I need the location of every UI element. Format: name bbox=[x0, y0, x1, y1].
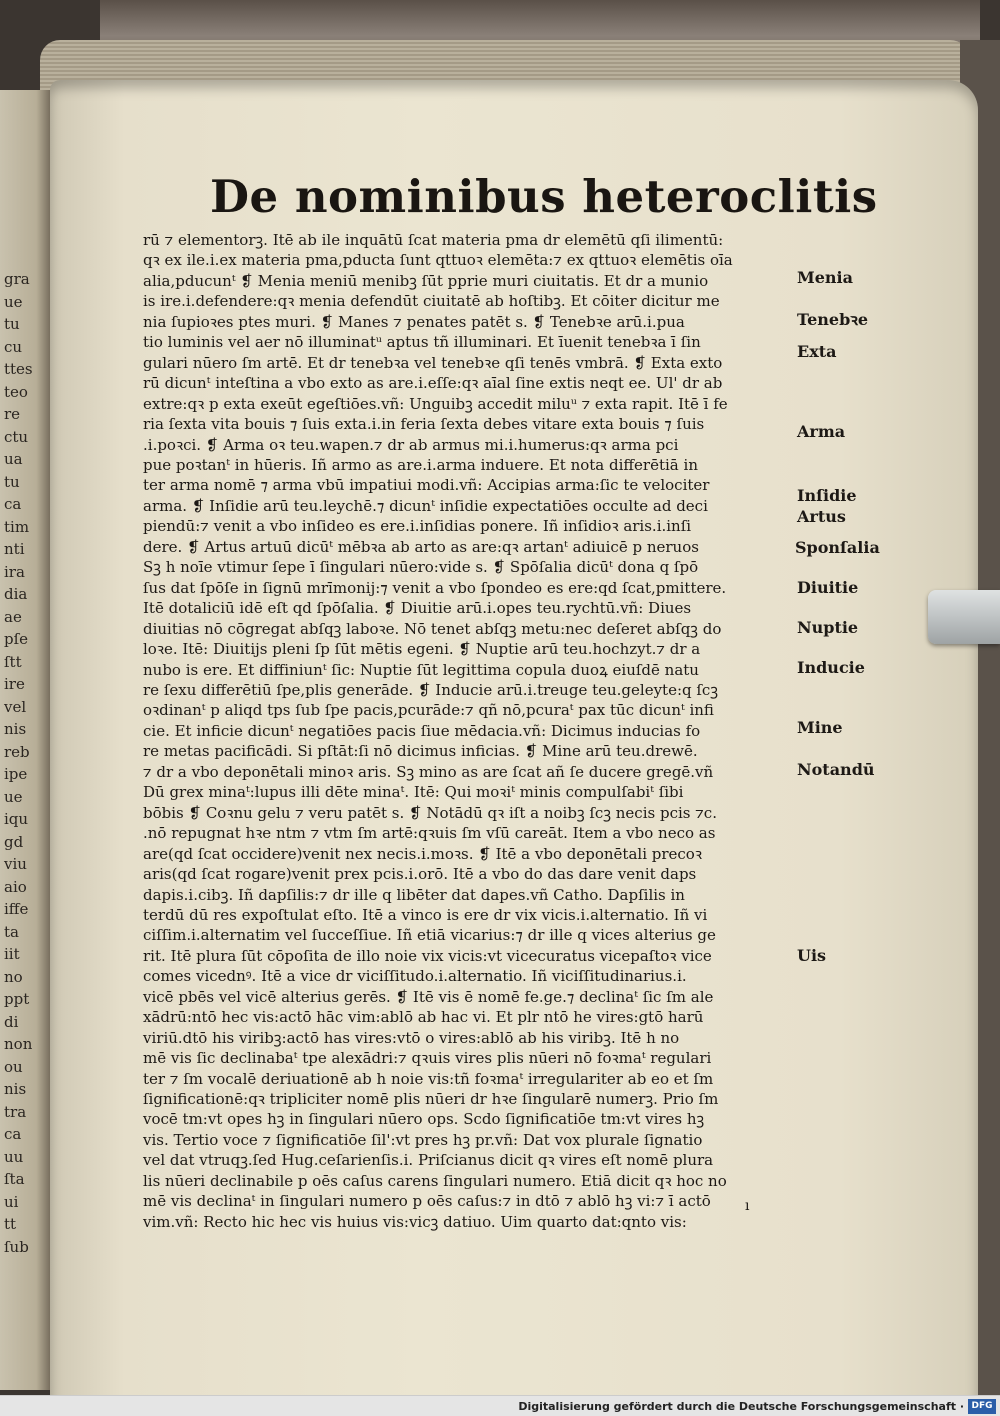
text-line: dere. ❡ Artus artuū dicūᵗ mēbꝛa ab arto as are:qꝛ artanᵗ adiuicē p neruos bbox=[143, 537, 699, 556]
text-line: vicē pbēs vel vicē alterius gerēs. ❡ Itē vis ē nomē fe.ge.⁊ declinaᵗ ſic ſm ale bbox=[143, 987, 714, 1006]
left-page-text: iqu bbox=[4, 810, 29, 828]
left-page-text: uu bbox=[4, 1147, 24, 1166]
text-line: loꝛe. Itē: Diuitijs pleni ſp ſūt mētis egeni. ❡ Nuptie arū teu.hochzyt.⁊ dr a bbox=[143, 640, 701, 659]
text-line: Sꝫ h noīe vtimur ſepe ī ſingulari nūero:vide s. ❡ Spōſalia dicūᵗ dona q ſpō bbox=[143, 558, 699, 577]
marginal-note: Inſidie bbox=[797, 486, 857, 505]
left-page-text: ou bbox=[4, 1057, 23, 1076]
marginal-note: Inducie bbox=[797, 658, 865, 677]
text-line: extre:qꝛ p exta exeūt egeſtiōes.vñ: Unguibꝫ accedit miluᵘ ⁊ exta rapit. Itē ī fe bbox=[143, 394, 728, 413]
text-line: mē vis declinaᵗ in ſingulari numero p oēs caſus:⁊ in dtō ⁊ ablō hꝫ vi:⁊ ī actō bbox=[143, 1192, 711, 1211]
text-line: re ſexu differētiū ſpe,plis generāde. ❡ Inducie arū.i.treuge teu.geleyte:q ſcꝫ bbox=[143, 680, 718, 699]
marginal-note: Sponſalia bbox=[795, 538, 880, 557]
left-page-text: ue bbox=[4, 787, 23, 806]
left-page-text: dia bbox=[4, 585, 28, 603]
left-page-text: iit bbox=[4, 945, 20, 963]
text-line: viriū.dtō his viribꝫ:actō has vires:vtō o vires:ablō ab his viribꝫ. Itē h no bbox=[143, 1028, 680, 1047]
left-page-text: nti bbox=[4, 540, 25, 558]
left-page-text: ua bbox=[4, 450, 23, 468]
text-line: .nō repugnat hꝛe ntm ⁊ vtm ſm artē:qꝛuis ſm vſū careāt. Item a vbo neco as bbox=[143, 824, 716, 843]
text-line: tio luminis vel aer nō illuminatᵘ aptus tñ illuminari. Et īuenit tenebꝛa ī ſin bbox=[143, 333, 701, 352]
text-line: ter arma nomē ⁊ arma vbū impatiui modi.vñ: Accipias arma:ſic te velociter bbox=[143, 476, 710, 495]
left-page-text: gra bbox=[4, 270, 30, 288]
marginal-note: Menia bbox=[797, 268, 853, 287]
marginal-note: Diuitie bbox=[797, 578, 859, 597]
left-page-text: ae bbox=[4, 607, 22, 626]
text-line: ria ſexta vita bouis ⁊ ſuis exta.i.in feria ſexta debes vitare exta bouis ⁊ ſuis bbox=[143, 415, 705, 434]
text-line: diuitias nō cōgregat abſqꝫ laboꝛe. Nō tenet abſqꝫ metu:nec deſeret abſqꝫ do bbox=[143, 619, 722, 638]
text-line: ⁊ dr a vbo deponētali minoꝛ aris. Sꝫ mino as are ſcat añ ſe ducere gregē.vñ bbox=[143, 762, 714, 781]
left-page-text: di bbox=[4, 1012, 19, 1031]
text-line: comes vicednꝰ. Itē a vice dr viciſſitudo.i.alternatio. Iñ viciſſitudinarius.i. bbox=[143, 967, 687, 986]
left-page-text: gd bbox=[4, 832, 24, 851]
left-page-text: tt bbox=[4, 1215, 17, 1233]
left-page-text: aio bbox=[4, 877, 27, 896]
left-page-text: ſub bbox=[4, 1237, 29, 1256]
left-page-text: ca bbox=[4, 1125, 22, 1143]
text-line: piendū:⁊ venit a vbo inſideo es ere.i.inſidias ponere. Iñ inſidioꝛ aris.i.inſi bbox=[143, 517, 692, 536]
text-line: rū ⁊ elementorꝫ. Itē ab ile inquātū ſcat materia pma dr elemētū qſi ilimentū: bbox=[143, 231, 724, 249]
marginal-note: Nuptie bbox=[797, 618, 859, 637]
left-page-fragment bbox=[0, 90, 52, 1390]
footer-bar bbox=[0, 1395, 1000, 1416]
text-line: gulari nūero ſm artē. Et dr tenebꝛa vel tenebꝛe qſi tenēs vmbrā. ❡ Exta exto bbox=[143, 353, 723, 372]
left-page-text: tim bbox=[4, 517, 30, 536]
left-page-text: nis bbox=[4, 720, 27, 738]
marginal-note: Tenebꝛe bbox=[797, 310, 869, 329]
text-line: ſus dat ſpōſe in ſignū mrīmonij:⁊ venit a vbo ſpondeo es ere:qd ſcat,pmittere. bbox=[143, 578, 727, 597]
text-line: vis. Tertio voce ⁊ ſignificatiōe ſil':vt pres hꝫ pr.vñ: Dat vox plurale ſignatio bbox=[143, 1130, 703, 1149]
text-line: nubo is ere. Et diffiniunᵗ ſic: Nuptie ſūt legittima copula duoꝝ eiuſdē natu bbox=[143, 660, 699, 679]
text-line: rit. Itē plura ſūt cōpoſita de illo noie vix vicis:vt vicecuratus vicepaſtoꝛ vice bbox=[143, 946, 712, 965]
text-line: ter ⁊ ſm vocalē deriuationē ab h noie vis:tñ foꝛmaᵗ irregulariter ab eo et ſm bbox=[143, 1069, 714, 1088]
text-line: arma. ❡ Inſidie arū teu.leychē.⁊ dicunᵗ inſidie expectatiōes occulte ad deci bbox=[143, 496, 708, 515]
left-page-text: tu bbox=[4, 472, 20, 491]
text-line: alia,pducunᵗ ❡ Menia meniū menibꝫ ſūt pprie muri ciuitatis. Et dr a munio bbox=[143, 271, 709, 290]
left-page-text: vel bbox=[4, 697, 27, 716]
marginal-note: Notandū bbox=[797, 760, 875, 779]
marginal-note: Mine bbox=[797, 718, 843, 737]
left-page-text: ire bbox=[4, 675, 25, 693]
left-page-text: tra bbox=[4, 1102, 27, 1121]
left-page-text: re bbox=[4, 405, 21, 423]
text-line: is ire.i.defendere:qꝛ menia defendūt ciuitatē ab hoſtibꝫ. Et cōiter dicitur me bbox=[143, 292, 720, 311]
left-page-text: iffe bbox=[4, 900, 29, 918]
text-line: dapis.i.cibꝫ. Iñ dapſilis:⁊ dr ille q libēter dat dapes.vñ Catho. Dapſilis in bbox=[143, 885, 685, 904]
text-line: Dū grex minaᵗ:lupus illi dēte minaᵗ. Itē: Qui moꝛiᵗ minis compulſabiᵗ ſibi bbox=[143, 783, 684, 802]
text-line: ciſſim.i.alternatim vel ſucceſſiue. Iñ etiā vicarius:⁊ dr ille q vices alterius ge bbox=[143, 926, 716, 945]
text-line: .i.poꝛci. ❡ Arma oꝛ teu.wapen.⁊ dr ab armus mi.i.humerus:qꝛ arma pci bbox=[143, 435, 679, 454]
text-line: vel dat vtruqꝫ.ſed Hug.ceſarienſis.i. Priſcianus dicit qꝛ vires eſt nomē plura bbox=[143, 1151, 714, 1170]
text-line: oꝛdinanᵗ p aliqd tps ſub ſpe pacis,pcurāde:⁊ qñ nō,pcuraᵗ pax tūc dicunᵗ infi bbox=[143, 701, 714, 720]
text-line: vim.vñ: Recto hic hec vis huius vis:vicꝫ datiuo. Uim quarto dat:qnto vis: bbox=[143, 1212, 687, 1231]
marginal-note: Artus bbox=[797, 507, 846, 526]
footer-credit: Digitalisierung gefördert durch die Deutsche Forschungsgemeinschaft · bbox=[518, 1400, 964, 1413]
text-line: xādrū:ntō hec vis:actō hāc vim:ablō ab hac vi. Et plr ntō he vires:gtō harū bbox=[143, 1008, 704, 1027]
signature-mark: ı bbox=[745, 1198, 750, 1214]
left-page-text: ui bbox=[4, 1192, 19, 1211]
left-page-text: cu bbox=[4, 337, 23, 356]
text-line: terdū dū res expoſtulat eſto. Itē a vinco is ere dr vix vicis.i.alternatio. Iñ vi bbox=[143, 905, 708, 924]
text-line: cie. Et inficie dicunᵗ negatiōes pacis ſiue mēdacia.vñ: Dicimus inducias fo bbox=[143, 721, 701, 740]
left-page-text: pſe bbox=[4, 630, 29, 648]
left-page-text: tu bbox=[4, 315, 20, 333]
text-line: mē vis ſic declinabaᵗ tpe alexādri:⁊ qꝛuis vires plis nūeri nō foꝛmaᵗ regulari bbox=[143, 1049, 712, 1068]
text-line: vocē tm:vt opes hꝫ in ſingulari nūero ops. Scdo ſignificatiōe tm:vt vires hꝫ bbox=[143, 1110, 705, 1129]
body-text bbox=[143, 230, 798, 1232]
left-page-text: ue bbox=[4, 292, 23, 311]
left-page-text: non bbox=[4, 1035, 33, 1053]
left-page-text: no bbox=[4, 967, 23, 986]
left-page-text: ctu bbox=[4, 427, 29, 446]
left-page-text: nis bbox=[4, 1080, 27, 1098]
marginal-note: Arma bbox=[797, 422, 846, 441]
page-title: De nominibus heteroclitis bbox=[210, 170, 878, 223]
left-page-text: ſtt bbox=[4, 652, 22, 671]
page-clip bbox=[928, 590, 1000, 644]
text-line: nia ſupioꝛes ptes muri. ❡ Manes ⁊ penates patēt s. ❡ Tenebꝛe arū.i.pua bbox=[143, 312, 685, 331]
left-page-text: ſta bbox=[4, 1170, 25, 1188]
left-page-text: ta bbox=[4, 922, 19, 941]
left-page-text: ira bbox=[4, 562, 25, 581]
left-page-text: ipe bbox=[4, 765, 28, 783]
left-page-text: teo bbox=[4, 382, 28, 401]
text-line: Itē dotaliciū idē eſt qd ſpōſalia. ❡ Diuitie arū.i.opes teu.rychtū.vñ: Diues bbox=[143, 599, 692, 618]
text-line: bōbis ❡ Coꝛnu gelu ⁊ veru patēt s. ❡ Notādū qꝛ iſt a noibꝫ ſcꝫ necis pcis ⁊c. bbox=[143, 803, 717, 822]
left-page-text: ppt bbox=[4, 990, 30, 1008]
text-line: re metas pacificādi. Si pſtāt:ſi nō dicimus inficias. ❡ Mine arū teu.drewē. bbox=[143, 742, 698, 761]
text-line: ſignificationē:qꝛ tripliciter nomē plis nūeri dr hꝛe ſingularē numerꝫ. Prio ſm bbox=[143, 1090, 719, 1109]
left-page-text: ca bbox=[4, 495, 22, 513]
text-line: rū dicunᵗ inteſtina a vbo exto as are.i.eſſe:qꝛ aīal ſine extis neqt ee. Ul' dr ab bbox=[143, 374, 723, 393]
text-line: qꝛ ex ile.i.ex materia pma,pducta ſunt qttuoꝛ elemēta:⁊ ex qttuoꝛ elemētis oīa bbox=[143, 251, 733, 270]
text-line: aris(qd ſcat rogare)venit prex pcis.i.orō. Itē a vbo do das dare venit daps bbox=[143, 865, 697, 884]
marginal-note: Uis bbox=[797, 946, 827, 965]
left-page-text: viu bbox=[4, 855, 27, 873]
left-page-text: ttes bbox=[4, 360, 33, 378]
left-page-text: reb bbox=[4, 742, 30, 761]
text-line: are(qd ſcat occidere)venit nex necis.i.moꝛs. ❡ Itē a vbo deponētali precoꝛ bbox=[143, 844, 702, 863]
dfg-logo: DFG bbox=[968, 1399, 996, 1414]
text-line: lis nūeri declinabile p oēs caſus carens ſingulari numero. Etiā dicit qꝛ hoc no bbox=[143, 1171, 727, 1190]
text-line: pue poꝛtanᵗ in hūeris. Iñ armo as are.i.arma induere. Et nota differētiā in bbox=[143, 455, 698, 474]
marginal-note: Exta bbox=[797, 342, 837, 361]
